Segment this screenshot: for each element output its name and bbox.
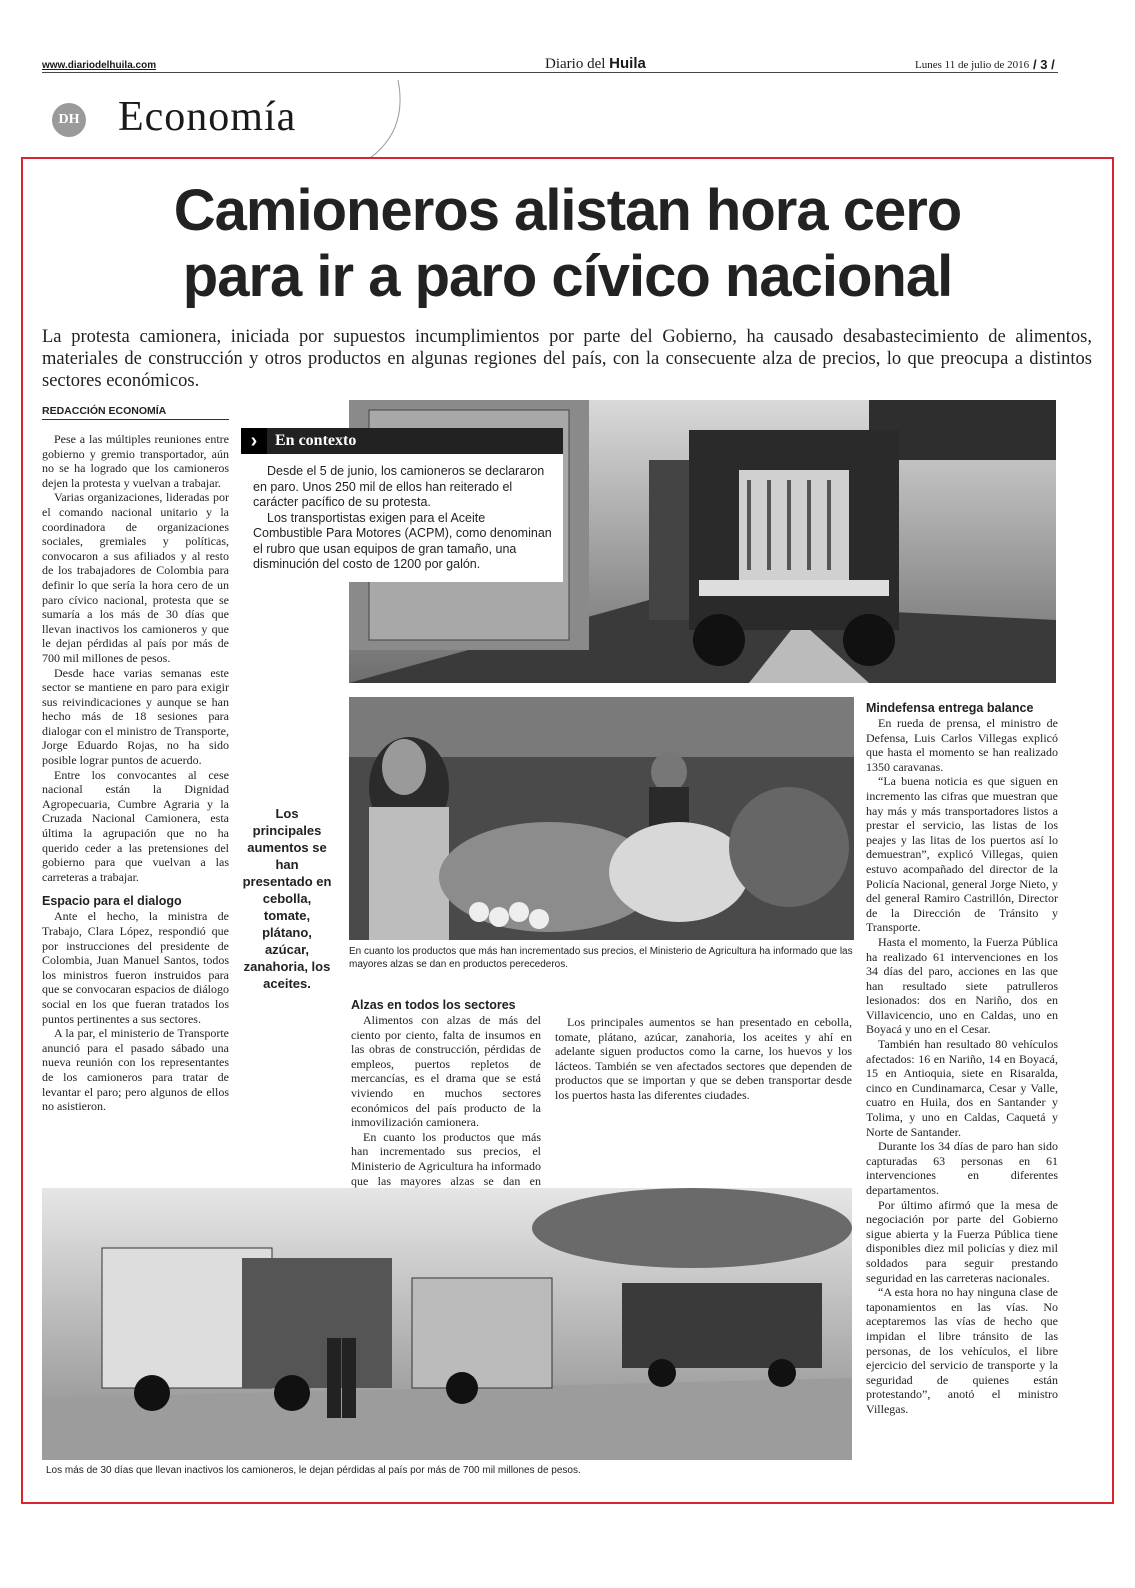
paragraph: Hasta el momento, la Fuerza Pública ha realizado 61 intervenciones en los 34 días del paro, acciones en las que han resultado siete patrulleros lesionados: dos en Nariño, dos en Villavicencio, uno en Caldas, uno en Boyacá y uno en el Cesar. — [866, 934, 1058, 1037]
trucks-photo-caption: Los más de 30 días que llevan inactivos los camioneros, le dejan pérdidas al país por más de 700 mil millones de pesos. — [46, 1465, 581, 1476]
headline — [40, 178, 1095, 310]
paragraph: Por último afirmó que la mesa de negociación por parte del Gobierno sigue abierta y la Fuerza Pública tiene disponibles diez mil policías y diez mil soldados para seguir prestando seguridad en las carreteras nacionales. — [866, 1197, 1058, 1285]
paragraph: Alimentos con alzas de más del ciento por ciento, falta de insumos en las obras de construcción, pérdidas de empleos, puertos repletos de mercancías, es el drama que se está viviendo en muchos sectores económicos del país producto de la inmovilización camionera. — [351, 1013, 541, 1130]
decorative-swoosh — [368, 80, 408, 160]
context-text — [253, 464, 555, 573]
context-paragraph: Los transportistas exigen para el Aceite Combustible Para Motores (ACPM), como denominan el rubro que usan equipos de gran tamaño, una disminución del costo de 1200 por galón. — [253, 510, 552, 571]
issue-date: Lunes 11 de julio de 2016 — [915, 59, 1030, 71]
headline-line-1: Camioneros alistan hora cero — [173, 178, 962, 243]
paragraph: Durante los 34 días de paro han sido capturadas 63 personas en 61 intervenciones en diferentes departamentos. — [866, 1139, 1058, 1197]
paragraph: En cuanto los productos que más han incrementado sus precios, el Ministerio de Agricultura ha informado que las mayores alzas se dan en — [351, 1129, 541, 1188]
paragraph: Varias organizaciones, lideradas por el comando nacional unitario y la coordinadora de organizaciones sociales, gremiales y políticas, convocaron a sus afiliados y al resto de los trabajadores de Colombia para definir lo que sería la hora cero de un paro cívico nacional, protesta que se sumaría a los más de 30 días que llevan inactivos los camioneros y que le dejan pérdidas al país por más de 700 mil millones de pesos. — [42, 490, 229, 665]
trucks-photo-bottom-illustration — [42, 1188, 852, 1460]
market-photo-illustration — [349, 697, 854, 940]
paragraph: Los principales aumentos se han presentado en cebolla, tomate, plátano, azúcar, zanahoria, los aceites y ahí en adelante siguen productos como la carne, los huevos y los lácteos. También se ven afectados sectores que dependen de productos que se importan y que se deben transportar desde los puertos hasta las diferentes ciudades. — [555, 1015, 852, 1102]
dh-logo: DH — [52, 103, 86, 137]
trucks-photo-bottom — [42, 1188, 852, 1460]
column-1 — [42, 405, 229, 1114]
site-url[interactable]: www.diariodelhuila.com — [42, 60, 157, 71]
byline: REDACCIÓN ECONOMÍA — [42, 405, 229, 420]
paragraph: Pese a las múltiples reuniones entre gobierno y gremio transportador, aún no se ha logrado que los camioneros dejen la protesta y vuelvan a trabajar. — [42, 432, 229, 490]
newspaper-name-pre: Diario del — [545, 56, 610, 72]
paragraph: También han resultado 80 vehículos afectados: 16 en Nariño, 14 en Boyacá, 15 en Antioquia, siete en Risaralda, cinco en Cundinamarca, Cesar y Valle, cuatro en Huila, dos en Santander y Tolima, y uno en Caldas, Caquetá y Norte de Santander. — [866, 1037, 1058, 1139]
paragraph: Ante el hecho, la ministra de Trabajo, Clara López, respondió que por instrucciones del presidente de Colombia, Juan Manuel Santos, todos los ministros fueron instruidos para que se convocaran espacios de diálogo social en los que fueran tratados los puntos pertinentes a sus sectores. — [42, 909, 229, 1026]
column-3 — [555, 1015, 852, 1103]
newspaper-name-bold: Huila — [609, 55, 646, 72]
headline-line-2: para ir a paro cívico nacional — [182, 244, 953, 309]
subhead-espacio: Espacio para el dialogo — [42, 894, 182, 909]
lead-paragraph: La protesta camionera, iniciada por supuestos incumplimientos por parte del Gobierno, ha causado desabastecimiento de alimentos, materiales de construcción y otros productos en algunas regiones del país, con la consecuente alza de precios, lo que preocupa a distintos sectores económicos. — [42, 327, 1092, 391]
context-title: En contexto — [275, 432, 357, 449]
paragraph: “A esta hora no hay ninguna clase de taponamientos en las vías. No aceptaremos las vías de hecho que impidan el libre tránsito de las personas, de los vehículos, el libre ejercicio del servicio de transporte y la seguridad de quienes están protestando”, anotó el ministro Villegas. — [866, 1285, 1058, 1416]
pullquote: Los principales aumentos se han presentado en cebolla, tomate, plátano, azúcar, zanahoria, los aceites. — [242, 806, 332, 991]
paragraph: A la par, el ministerio de Transporte anunció para el pasado sábado una nueva reunión con los representantes de los camioneros para tratar de levantar el paro; pero algunos de ellos no asistieron. — [42, 1026, 229, 1114]
section-title: Economía — [118, 94, 297, 140]
column-4 — [866, 699, 1058, 1417]
paragraph: Entre los convocantes al cese nacional están la Dignidad Agropecuaria, Cumbre Agraria y la Cruzada Nacional Camionera, esta última la agrupación que no ha querido ceder a las pretensiones del gobierno para que vuelvan a las carreteras a trabajar. — [42, 767, 229, 884]
market-photo — [349, 697, 854, 940]
chevron-right-icon: › — [241, 428, 267, 454]
subhead-alzas: Alzas en todos los sectores — [351, 998, 516, 1012]
newspaper-name — [545, 55, 646, 73]
context-header — [241, 428, 563, 454]
masthead-rule — [42, 72, 1058, 73]
paragraph: Desde hace varias semanas este sector se mantiene en paro para exigir sus reivindicaciones y aunque se han hecho más de 18 sesiones para dialogar con el ministro de Transporte, Jorge Eduardo Rojas, no ha sido posible lograr puntos de acuerdo. — [42, 665, 229, 768]
context-paragraph: Desde el 5 de junio, los camioneros se declararon en paro. Unos 250 mil de ellos han reiterado el carácter pacífico de su protesta. — [253, 464, 545, 509]
page-number: / 3 / — [1033, 57, 1055, 72]
paragraph: “La buena noticia es que siguen en incremento las cifras que muestran que hay más y más transportadores listos a prestar el servicio, las listas de los peajes y las litas de los puertos así lo demuestran”, explicó Villegas, quien estuvo acompañado del director de la Policía Nacional, general Jorge Nieto, y del general Ramiro Castrillón, Director de la Dirección de Tránsito y Transporte. — [866, 774, 1058, 935]
paragraph: En rueda de prensa, el ministro de Defensa, Luis Carlos Villegas explicó que hasta el momento se han realizado 1350 caravanas. — [866, 716, 1058, 774]
market-photo-caption: En cuanto los productos que más han incrementado sus precios, el Ministerio de Agricultura ha informado que las mayores alzas se dan en productos perecederos. — [349, 946, 853, 970]
subhead-mindefensa: Mindefensa entrega balance — [866, 701, 1034, 715]
